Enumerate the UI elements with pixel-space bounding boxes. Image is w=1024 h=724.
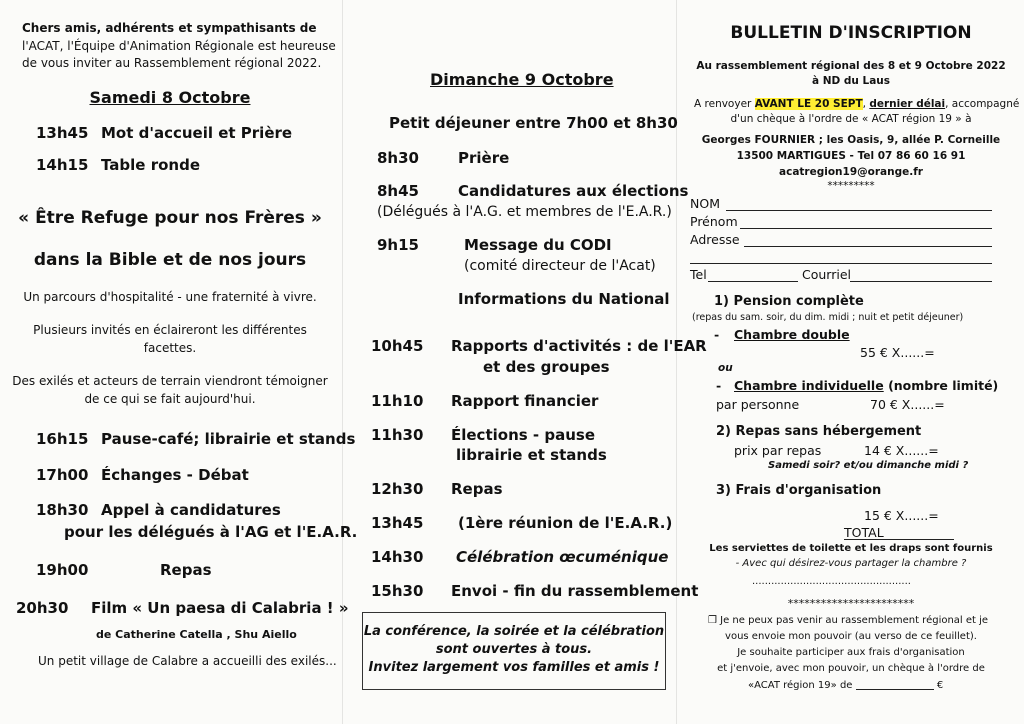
send-prefix: A renvoyer [694, 98, 755, 110]
option-1-title: 1) Pension complète [714, 294, 864, 309]
option-1-dash: - [714, 327, 720, 342]
field-prenom-line[interactable] [740, 228, 992, 229]
event-national-info: Informations du National [458, 290, 670, 308]
option-3-title: 3) Frais d'organisation [716, 483, 882, 498]
double-room-price[interactable]: 55 € X......= [860, 345, 935, 360]
event-elections-2: librairie et stands [456, 446, 607, 464]
time-10h45: 10h45 [371, 337, 424, 355]
time-8h30: 8h30 [377, 149, 419, 167]
field-nom-label: NOM [690, 196, 720, 211]
theme-desc-3b: de ce qui se fait aujourd'hui. [84, 392, 256, 406]
event-dinner: Repas [160, 561, 212, 579]
send-comma: , [862, 98, 870, 110]
fees-price[interactable]: 15 € X......= [864, 508, 939, 523]
meal-question: Samedi soir? et/ou dimanche midi ? [768, 460, 969, 471]
single-room-note: (nombre limité) [888, 378, 999, 393]
field-email-label: Courriel [802, 267, 851, 282]
single-room-label [734, 378, 998, 393]
option-2-title: 2) Repas sans hébergement [716, 424, 922, 439]
theme-desc-3a: Des exilés et acteurs de terrain viendront témoigner [12, 374, 328, 388]
time-15h30: 15h30 [371, 582, 424, 600]
intro-line-3: de vous inviter au Rassemblement régional 2022. [22, 56, 322, 70]
theme-desc-2a: Plusieurs invités en éclaireront les différentes [33, 323, 307, 337]
send-instructions [694, 98, 1019, 110]
theme-desc-2b: facettes. [143, 341, 197, 355]
registration-sub-2: à ND du Laus [811, 75, 891, 87]
address-line-2: 13500 MARTIGUES - Tel 07 86 60 16 91 [736, 150, 966, 162]
event-elections: Élections - pause [451, 426, 595, 444]
registration-title: BULLETIN D'INSCRIPTION [730, 23, 972, 43]
deadline-highlight: AVANT LE 20 SEPT [754, 98, 863, 110]
linen-note: Les serviettes de toilette et les draps sont fournis [709, 543, 993, 554]
contact-email: acatregion19@orange.fr [779, 166, 923, 178]
proxy-line-3: Je souhaite participer aux frais d'organisation [737, 647, 965, 658]
time-13h45: 13h45 [36, 124, 89, 142]
registration-sub-1: Au rassemblement régional des 8 et 9 Octobre 2022 [696, 60, 1006, 72]
time-11h10: 11h10 [371, 392, 424, 410]
event-welcome: Mot d'accueil et Prière [101, 124, 293, 142]
proxy-line-2: vous envoie mon pouvoir (au verso de ce feuillet). [725, 631, 977, 642]
total-label: TOTAL [844, 525, 884, 540]
time-14h30: 14h30 [371, 548, 424, 566]
or-label: ou [718, 362, 733, 374]
field-tel-line[interactable] [708, 281, 798, 282]
box-line-1: La conférence, la soirée et la célébration [363, 624, 665, 639]
event-film: Film « Un paesa di Calabria ! » [91, 599, 349, 617]
sunday-heading: Dimanche 9 Octobre [430, 70, 614, 89]
event-ear-meeting: (1ère réunion de l'E.A.R.) [458, 514, 673, 532]
event-activity-reports-2: et des groupes [483, 358, 610, 376]
event-round-table: Table ronde [101, 156, 200, 174]
theme-title: « Être Refuge pour nos Frères » [18, 208, 322, 228]
field-tel-label: Tel [690, 267, 707, 282]
last-deadline: dernier délai [869, 98, 946, 110]
event-codi-note: (comité directeur de l'Acat) [464, 258, 656, 274]
film-credit: de Catherine Catella , Shu Aiello [96, 628, 297, 641]
double-room-label: Chambre double [734, 327, 850, 342]
event-lunch: Repas [451, 480, 503, 498]
time-14h15: 14h15 [36, 156, 89, 174]
event-prayer: Prière [458, 149, 510, 167]
event-codi-message: Message du CODI [464, 236, 612, 254]
total-line[interactable] [844, 539, 954, 540]
open-to-all-box [362, 612, 666, 690]
saturday-column [0, 0, 358, 724]
time-11h30: 11h30 [371, 426, 424, 444]
proxy-line-1[interactable]: ❒ Je ne peux pas venir au rassemblement régional et je [708, 615, 989, 626]
breakfast-line: Petit déjeuner entre 7h00 et 8h30 [389, 114, 678, 132]
meal-price[interactable]: 14 € X......= [864, 443, 939, 458]
film-description: Un petit village de Calabre a accueilli des exilés... [38, 654, 337, 668]
box-line-3: Invitez largement vos familles et amis ! [368, 660, 660, 675]
send-instructions-2: d'un chèque à l'ordre de « ACAT région 19 » à [730, 113, 972, 125]
time-19h00: 19h00 [36, 561, 89, 579]
time-12h30: 12h30 [371, 480, 424, 498]
event-coffee-break: Pause-café; librairie et stands [101, 430, 356, 448]
event-financial-report: Rapport financier [451, 392, 599, 410]
proxy-line-4: et j'envoie, avec mon pouvoir, un chèque à l'ordre de [717, 663, 985, 674]
fold-line-right [676, 0, 677, 724]
single-room-text: Chambre individuelle [734, 378, 884, 393]
field-adresse-line[interactable] [744, 246, 992, 247]
send-suffix: , accompagné [945, 98, 1020, 110]
time-17h00: 17h00 [36, 466, 89, 484]
time-20h30: 20h30 [16, 599, 69, 617]
proxy-order: «ACAT région 19» de [748, 680, 853, 691]
single-room-price[interactable]: 70 € X......= [870, 397, 945, 412]
field-email-line[interactable] [850, 281, 992, 282]
registration-column [678, 0, 1024, 724]
field-nom-line[interactable] [726, 210, 992, 211]
field-prenom-label: Prénom [690, 214, 738, 229]
time-13h45-sunday: 13h45 [371, 514, 424, 532]
theme-subtitle: dans la Bible et de nos jours [33, 250, 307, 270]
time-9h15: 9h15 [377, 236, 419, 254]
option-1b-dash: - [716, 378, 722, 393]
stars-divider: *********************** [787, 597, 915, 610]
event-activity-reports: Rapports d'activités : de l'EAR [451, 337, 707, 355]
proxy-amount-line[interactable] [856, 679, 934, 690]
time-16h15: 16h15 [36, 430, 89, 448]
proxy-line-5 [748, 679, 943, 691]
time-18h30: 18h30 [36, 501, 89, 519]
option-1-note: (repas du sam. soir, du dim. midi ; nuit et petit déjeuner) [692, 312, 964, 323]
field-adresse-line-2[interactable] [690, 263, 992, 264]
price-per-meal-label: prix par repas [734, 443, 822, 458]
event-celebration: Célébration œcuménique [456, 548, 669, 566]
share-room-dots[interactable]: .................................................. [752, 576, 911, 587]
stars-separator: ********* [827, 180, 875, 192]
proxy-euro: € [936, 680, 944, 691]
box-line-2: sont ouvertes à tous. [435, 642, 593, 657]
theme-desc-1: Un parcours d'hospitalité - une fraternité à vivre. [23, 290, 317, 304]
event-closing: Envoi - fin du rassemblement [451, 582, 699, 600]
intro-line-2: l'ACAT, l'Équipe d'Animation Régionale est heureuse [22, 39, 336, 53]
event-candidacies-note: (Délégués à l'A.G. et membres de l'E.A.R.) [377, 204, 672, 220]
event-call-candidates-2: pour les délégués à l'AG et l'E.A.R. [64, 523, 358, 541]
event-call-candidates: Appel à candidatures [101, 501, 281, 519]
event-candidacies: Candidatures aux élections [458, 182, 689, 200]
event-debate: Échanges - Débat [101, 466, 249, 484]
address-line-1: Georges FOURNIER ; les Oasis, 9, allée P. Corneille [701, 134, 1001, 146]
per-person-label: par personne [716, 397, 800, 412]
intro-line-1: Chers amis, adhérents et sympathisants de [22, 21, 317, 35]
time-8h45: 8h45 [377, 182, 419, 200]
field-adresse-label: Adresse [690, 232, 740, 247]
share-room-question: - Avec qui désirez-vous partager la chambre ? [735, 558, 967, 569]
saturday-heading: Samedi 8 Octobre [89, 88, 251, 107]
